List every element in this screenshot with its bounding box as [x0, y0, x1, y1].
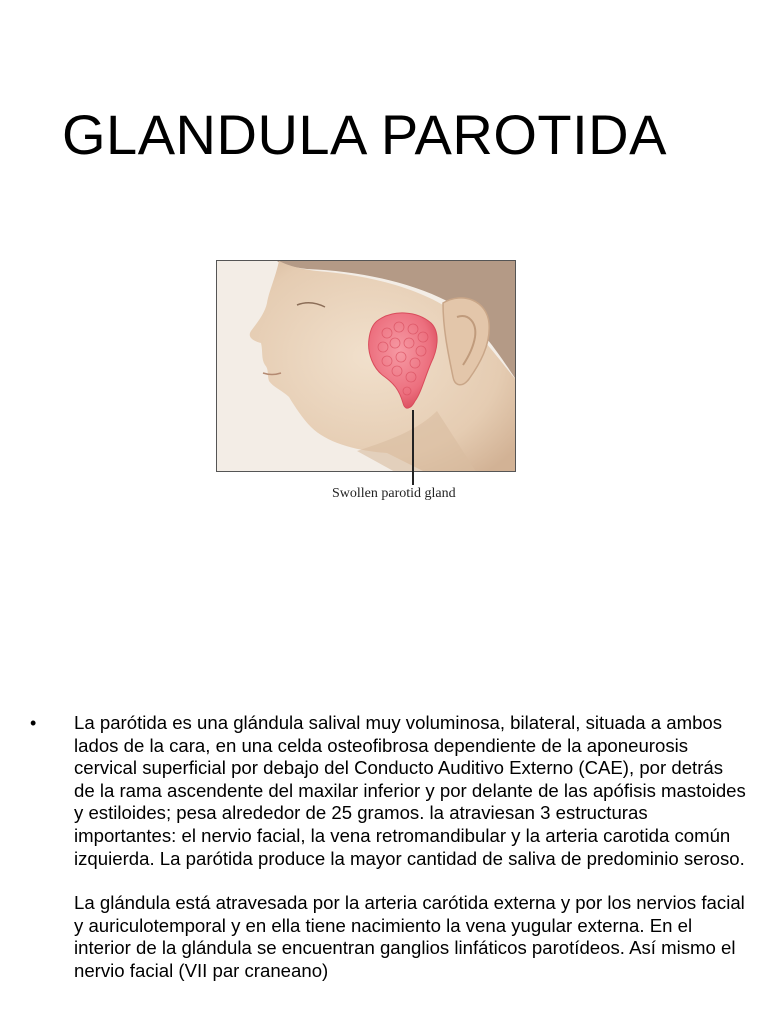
- slide-body: [30, 712, 746, 983]
- parotid-illustration: [216, 260, 516, 472]
- paragraph-1: La parótida es una glándula salival muy voluminosa, bilateral, situada a ambos lados de la cara, en una celda osteofibrosa dependiente de la aponeurosis cervical superficial por debajo del Conducto Auditivo Externo (CAE), por detrás de la rama ascendente del maxilar inferior y por delante de las apófisis mastoides y estiloides; pesa alrededor de 25 gramos. la atraviesan 3 estructuras importantes: el nervio facial, la vena retromandibular y la arteria carotida común izquierda. La parótida produce la mayor cantidad de saliva de predominio seroso.: [74, 712, 746, 869]
- slide-title: GLANDULA PAROTIDA: [62, 103, 667, 166]
- bullet-marker: •: [30, 713, 37, 733]
- figure-caption: Swollen parotid gland: [332, 486, 456, 501]
- paragraph-2: La glándula está atravesada por la arteria carótida externa y por los nervios facial y auriculotemporal y en ella tiene nacimiento la vena yugular externa. En el interior de la glándula se encuentran ganglios linfáticos parotídeos. Así mismo el nervio facial (VII par craneano): [74, 892, 745, 981]
- caption-leader-line: [412, 410, 414, 485]
- bullet-item: [30, 712, 746, 870]
